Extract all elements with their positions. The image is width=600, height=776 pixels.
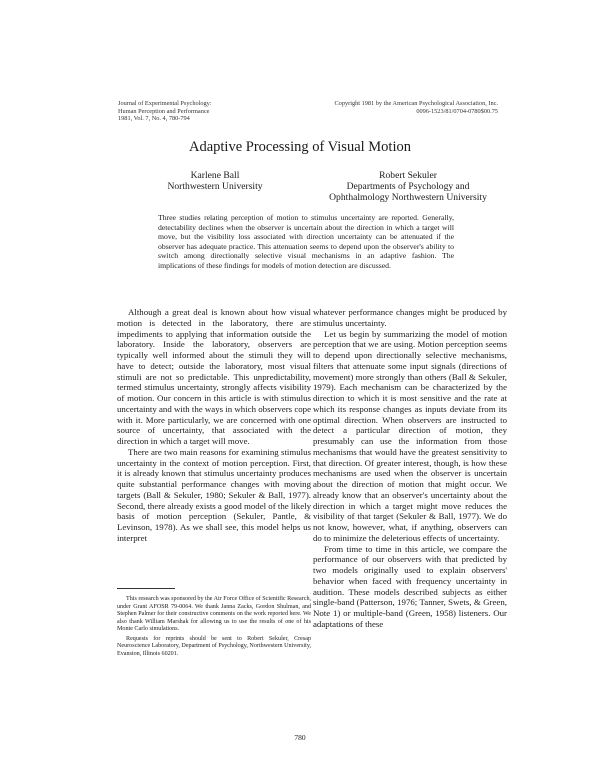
copyright-info bbox=[328, 100, 498, 115]
body-column-right bbox=[313, 307, 507, 630]
paragraph: From time to time in this article, we compare the performance of our observers with that predicted by two models originally used to explain observers' behavior when faced with frequency uncertainty in audition. These models described subjects as either single-band (Patterson, 1976; Tanner, Swets, & Green, Note 1) or multiple-band (Green, 1958) listeners. Our adaptations of these bbox=[313, 543, 507, 629]
author-name: Karlene Ball bbox=[190, 170, 240, 181]
author-block-2 bbox=[318, 170, 498, 203]
paper-title: Adaptive Processing of Visual Motion bbox=[189, 139, 411, 155]
author-affiliation: Northwestern University bbox=[167, 181, 263, 192]
paragraph: whatever performance changes might be produced by stimulus uncertainty. bbox=[313, 307, 507, 328]
footnote: This research was sponsored by the Air Force Office of Scientific Research, under Grant AFOSR 79-0064. We thank Janna Zacks, Gordon Shulman, and Stephen Palmer for their constructive comments on the work reported here. We also thank William Marshak for allowing us to use the results of one of his Monte Carlo simulations. bbox=[117, 596, 312, 632]
copyright-line: Copyright 1981 by the American Psychological Association, Inc. bbox=[334, 100, 498, 107]
footnotes bbox=[117, 596, 311, 660]
paragraph: There are two main reasons for examining stimulus uncertainty in the context of motion perception. First, it is already known that stimulus uncertainty produces quite substantial performance changes with moving targets (Ball & Sekuler, 1980; Sekuler & Ball, 1977). Second, there already exists a good model of the likely basis of motion perception (Sekuler, Pantle, & Levinson, 1978). As we shall see, this model helps us interpret bbox=[117, 446, 312, 543]
page-number: 780 bbox=[294, 733, 306, 742]
footnote: Requests for reprints should be sent to Robert Sekuler, Cresap Neuroscience Laboratory, Department of Psychology, Northwestern University, Evanston, Illinois 60201. bbox=[117, 635, 311, 657]
author-name: Robert Sekuler bbox=[379, 170, 437, 181]
body-column-left bbox=[117, 307, 311, 544]
abstract: Three studies relating perception of motion to stimulus uncertainty are reported. Generally, detectability declines when the observer is uncertain about the direction in which a target will move, but the visibility loss associated with direction uncertainty can be attenuated if the observer has adequate practice. This attenuation seems to depend upon the observer's ability to switch among directionally selective visual mechanisms in an adaptive fashion. The implications of these findings for models of motion detection are discussed. bbox=[158, 213, 454, 270]
paragraph: Let us begin by summarizing the model of motion perception that we are using. Motion perception seems to depend upon directionally selective mechanisms, filters that attenuate some input signals (directions of movement) more strongly than others (Ball & Sekuler, 1979). Each mechanism can be characterized by the direction to which it is most sensitive and the rate at which its response changes as inputs deviate from its optimal direction. When observers are instructed to detect a particular direction of motion, they presumably can use the information from those mechanisms that would have the greatest sensitivity to that direction. Of greater interest, though, is how these mechanisms are used when the observer is uncertain about the direction of motion that might occur. We already know that an observer's uncertainty about the direction in which a target might move reduces the visibility of that target (Sekuler & Ball, 1977). We do not know, however, what, if anything, observers can do to minimize the deleterious effects of uncertainty. bbox=[313, 328, 507, 543]
footnote-divider bbox=[117, 588, 175, 589]
journal-line: 1981, Vol. 7, No. 4, 780-794 bbox=[118, 115, 190, 123]
author-affiliation: Departments of Psychology and Ophthalmology Northwestern University bbox=[329, 181, 487, 203]
copyright-line: 0096-1523/81/0704-0780$00.75 bbox=[416, 107, 498, 115]
journal-line: Human Perception and Performance bbox=[118, 107, 210, 115]
paragraph: Although a great deal is known about how visual motion is detected in the laboratory, there are impediments to applying that information outside the laboratory. Inside the laboratory, observers are typically well informed about the stimuli they will have to detect; outside the laboratory, most visual stimuli are not so predictable. This unpredictability, termed stimulus uncertainty, strongly affects visibility of motion. Our concern in this article is with stimulus uncertainty and with the ways in which observers cope with it. More particularly, we are concerned with one source of uncertainty, that associated with the direction in which a target will move. bbox=[117, 307, 312, 446]
journal-line: Journal of Experimental Psychology: bbox=[118, 100, 212, 107]
author-block-1 bbox=[150, 170, 280, 192]
journal-info bbox=[118, 100, 288, 123]
